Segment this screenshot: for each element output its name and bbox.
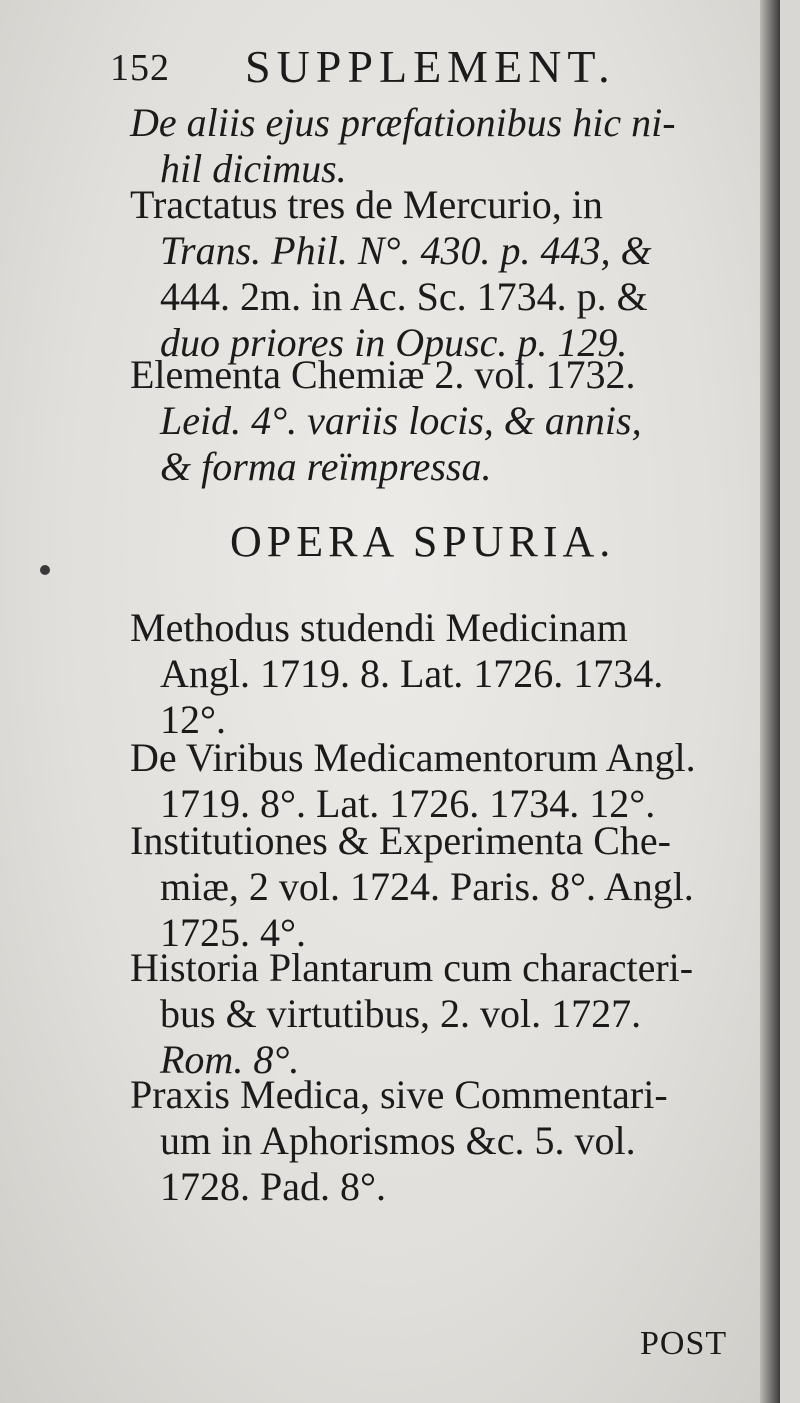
entry-line: Angl. 1719. 8. Lat. 1726. 1734.: [160, 651, 664, 696]
entry-line: Leid. 4°. variis locis, & annis,: [160, 398, 642, 443]
entry-tractatus-mercurio: [130, 182, 740, 366]
book-spine-shadow: [760, 0, 780, 1403]
entry-line: Rom. 8°.: [160, 1037, 300, 1082]
page-header: [110, 38, 730, 98]
entry-historia-plantarum: [130, 945, 740, 1083]
page-number: 152: [110, 47, 170, 89]
entry-line: Trans. Phil. N°. 430. p. 443, &: [160, 228, 652, 273]
entry-praefationes: [130, 100, 740, 192]
entry-line: 1725. 4°.: [160, 910, 306, 955]
entry-methodus: [130, 605, 740, 743]
entry-line: Historia Plantarum cum characteri-: [130, 945, 694, 990]
entry-line: 1728. Pad. 8°.: [160, 1164, 386, 1209]
running-title: SUPPLEMENT.: [245, 41, 616, 92]
entry-line: Tractatus tres de Mercurio, in: [130, 182, 603, 227]
entry-de-viribus: [130, 735, 740, 827]
entry-line: Institutiones & Experimenta Che-: [130, 818, 671, 863]
entry-line: & forma reïmpressa.: [160, 444, 492, 489]
entry-praxis-medica: [130, 1072, 740, 1210]
entry-elementa-chemiae: [130, 352, 740, 490]
entry-line: um in Aphorismos &c. 5. vol.: [160, 1118, 636, 1163]
entry-line: De Viribus Medicamentorum Angl.: [130, 735, 696, 780]
entry-line: Methodus studendi Medicinam: [130, 605, 628, 650]
entry-institutiones: [130, 818, 740, 956]
section-title: OPERA SPURIA.: [230, 517, 616, 566]
entry-line: Praxis Medica, sive Commentari-: [130, 1072, 668, 1117]
entry-line: duo priores in Opusc. p. 129.: [160, 320, 628, 365]
entry-line: 1719. 8°. Lat. 1726. 1734. 12°.: [160, 781, 656, 826]
entry-line: hil dicimus.: [160, 146, 347, 191]
entry-line: 444. 2m. in Ac. Sc. 1734. p. &: [160, 274, 648, 319]
entry-line: De aliis ejus præfationibus hic ni-: [130, 100, 676, 145]
entry-line: 12°.: [160, 697, 226, 742]
entry-line: Elementa Chemiæ 2. vol. 1732.: [130, 352, 636, 397]
catchword: POST: [640, 1325, 728, 1362]
entry-line: miæ, 2 vol. 1724. Paris. 8°. Angl.: [160, 864, 694, 909]
entry-line: bus & virtutibus, 2. vol. 1727.: [160, 991, 642, 1036]
ink-spot: [40, 565, 50, 575]
